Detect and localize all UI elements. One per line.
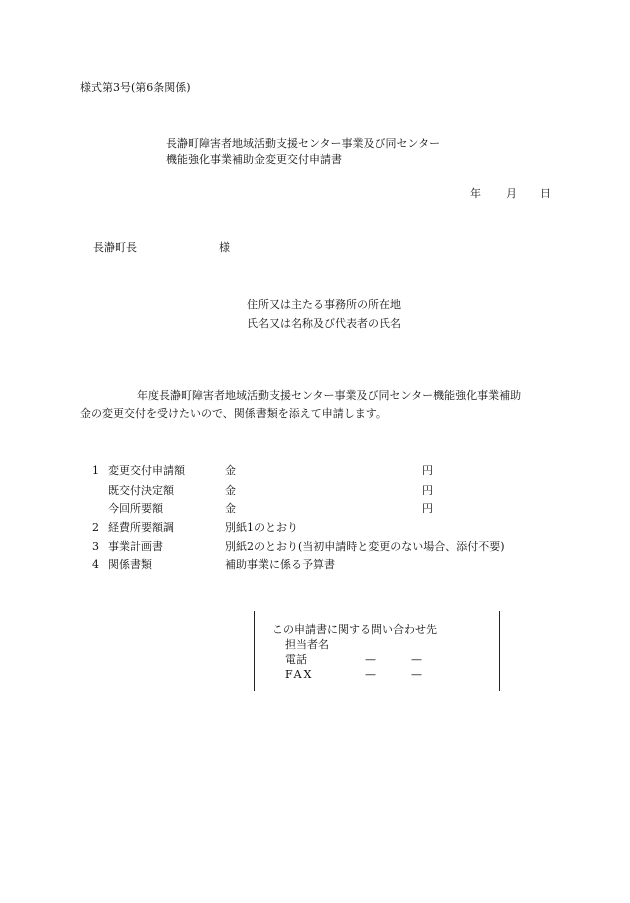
item-row <box>0 482 630 500</box>
contact-phone-label: 電話 <box>285 653 307 666</box>
form-title-line1: 長瀞町障害者地域活動支援センター事業及び同センター <box>166 137 441 150</box>
item-number: 1 <box>92 464 99 477</box>
item-label: 経費所要額調 <box>108 521 174 534</box>
body-text-line2: 金の変更交付を受けたいので、関係書類を添えて申請します。 <box>80 407 387 420</box>
contact-fax-label: FAX <box>285 668 314 681</box>
form-number: 様式第3号(第6条関係) <box>80 81 191 94</box>
item-label: 既交付決定額 <box>108 484 174 497</box>
addressee-name: 長瀞町長 <box>93 241 137 254</box>
item-unit: 円 <box>422 502 433 515</box>
form-title-line2: 機能強化事業補助金変更交付申請書 <box>166 153 342 166</box>
item-number: 2 <box>92 521 99 534</box>
item-unit: 円 <box>422 464 433 477</box>
date-day-label: 日 <box>540 187 551 200</box>
item-row <box>0 500 630 518</box>
contact-heading: この申請書に関する問い合わせ先 <box>272 623 437 636</box>
item-label: 関係書類 <box>108 558 152 571</box>
body-text-line1: 年度長瀞町障害者地域活動支援センター事業及び同センター機能強化事業補助 <box>137 389 522 402</box>
contact-fax-separator: — <box>365 668 376 681</box>
item-row <box>0 538 630 556</box>
item-label: 事業計画書 <box>108 540 163 553</box>
date-month-label: 月 <box>506 187 517 200</box>
item-value: 補助事業に係る予算書 <box>225 558 335 571</box>
item-value: 金 <box>225 464 236 477</box>
contact-phone-separator: — <box>411 653 422 666</box>
contact-box-right-border <box>499 611 500 691</box>
item-label: 変更交付申請額 <box>108 464 185 477</box>
applicant-name-label: 氏名又は名称及び代表者の氏名 <box>247 317 401 330</box>
addressee-honorific: 様 <box>219 241 230 254</box>
item-row <box>0 556 630 574</box>
contact-person-label: 担当者名 <box>285 638 329 651</box>
contact-phone-separator: — <box>365 653 376 666</box>
item-row <box>0 519 630 537</box>
item-number: 3 <box>92 540 99 553</box>
item-row <box>0 462 630 480</box>
item-label: 今回所要額 <box>108 502 163 515</box>
item-number: 4 <box>92 558 99 571</box>
date-year-label: 年 <box>470 187 481 200</box>
item-value: 別紙1のとおり <box>225 521 298 534</box>
item-value: 別紙2のとおり(当初申請時と変更のない場合、添付不要) <box>225 540 505 553</box>
item-unit: 円 <box>422 484 433 497</box>
item-value: 金 <box>225 502 236 515</box>
item-value: 金 <box>225 484 236 497</box>
contact-fax-separator: — <box>411 668 422 681</box>
applicant-address-label: 住所又は主たる事務所の所在地 <box>247 298 401 311</box>
contact-box-left-border <box>254 611 255 691</box>
